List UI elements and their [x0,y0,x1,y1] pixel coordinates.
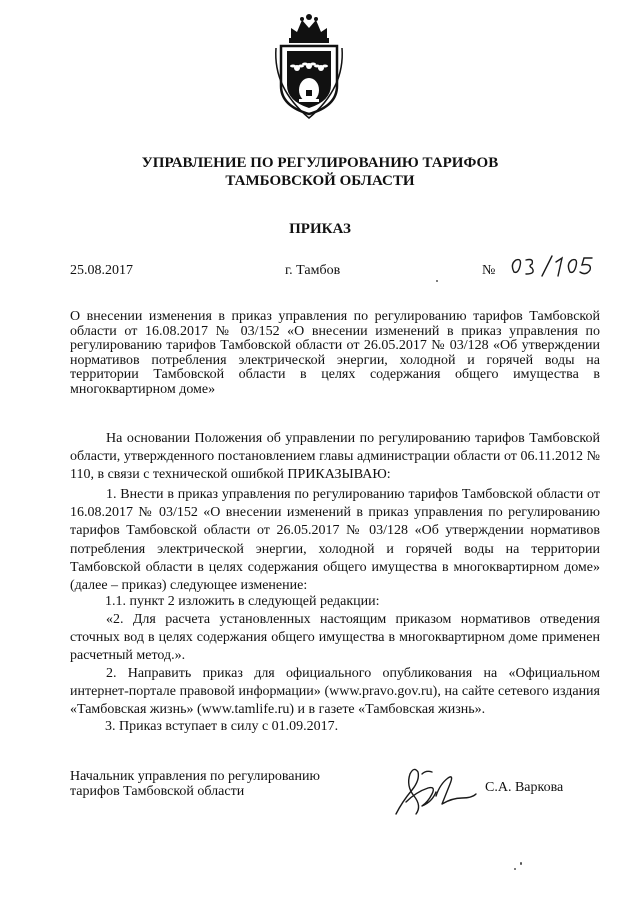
document-city: г. Тамбов [285,263,341,278]
item-2-paragraph: 2. Направить приказ для официального опубликования на «Официальном интернет-портале правовой информации» (www.pravo.gov.ru), на сайте сетевого издания «Тамбовская жизнь» (www.tamlife.ru) и в газете «Тамбовская жизнь». [70,666,600,718]
document-number-label: № [482,263,496,278]
document-type-title: ПРИКАЗ [289,221,351,237]
item-3-paragraph: 3. Приказ вступает в силу с 01.09.2017. [105,719,339,734]
scan-speck [436,280,438,282]
document-subject: О внесении изменения в приказ управления по регулированию тарифов Тамбовской области от 16.08.2017 № 03/152 «О внесении изменений в приказ управления по регулированию тарифов Тамбовской области от 26.05.2017 № 03/128 «Об утверждении нормативов потребления электрической энергии, холодной и горячей воды на территории Тамбовской области в целях содержания общего имущества в многоквартирном доме» [70,309,600,397]
signatory-title-line1: Начальник управления по регулированию [70,769,320,784]
preamble-paragraph: На основании Положения об управлении по регулированию тарифов Тамбовской области, утвержденного постановлением главы администрации области от 06.11.2012 № 110, в связи с технической ошибкой ПРИКАЗЫВАЮ: [70,431,600,483]
item-1-1-paragraph: 1.1. пункт 2 изложить в следующей редакции: [105,594,380,609]
signatory-title [70,770,370,799]
signatory-title-line2: тарифов Тамбовской области [70,783,245,799]
handwritten-signature-icon [392,762,478,820]
document-date: 25.08.2017 [70,263,133,278]
signatory-name: С.А. Варкова [485,780,564,795]
handwritten-document-number [508,254,598,280]
scan-speck [514,868,516,870]
organization-name-line2: ТАМБОВСКОЙ ОБЛАСТИ [225,173,415,189]
item-1-paragraph: 1. Внести в приказ управления по регулированию тарифов Тамбовской области от 16.08.2017 № 03/152 «О внесении изменений в приказ управления по регулированию тарифов Тамбовской области от 26.05.2017 № 03/128 «Об утверждении нормативов потребления электрической энергии, холодной и горячей воды на территории Тамбовской области в целях содержания общего имущества в многоквартирном доме» (далее – приказ) следующее изменение: [70,487,600,594]
item-1-1-quoted-text: «2. Для расчета установленных настоящим приказом нормативов отведения сточных вод в целях содержания общего имущества в многоквартирном доме применен расчетный метод.». [70,612,600,664]
scan-speck [520,862,522,865]
organization-name-line1: УПРАВЛЕНИЕ ПО РЕГУЛИРОВАНИЮ ТАРИФОВ [141,155,499,171]
coat-of-arms-icon [269,8,349,120]
